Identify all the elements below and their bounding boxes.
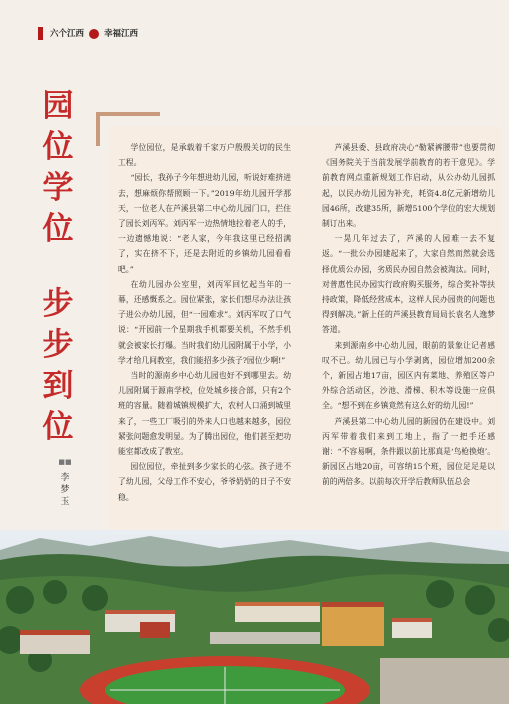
title-char: 步 xyxy=(42,327,74,363)
title-char: 位 xyxy=(42,409,74,445)
paragraph: 来到源南乡中心幼儿园，眼前的景象让记者感叹不已。幼儿园已与小学剥离，园位增加200余个，新园占地17亩，园区内有菜地、养殖区等户外综合活动区，沙池、滑梯、积木等设施一应俱全。“想不到在乡镇竟然有这么好的幼儿园!” xyxy=(322,340,495,411)
title-char: 步 xyxy=(42,286,74,322)
paragraph: 在幼儿园办公室里，刘丙军回忆起当年的一幕，还感慨系之。园位紧张，家长们想尽办法让孩子进公办幼儿园，但“一园难求”。刘丙军叹了口气说：“开园前一个星期我手机都要关机，不然手机就会被家长打爆。当时我们幼儿园附属于小学，小学才给几间教室，我们能招多少孩子?园位少啊!” xyxy=(118,279,291,365)
paragraph: 学位园位，是承载着千家万户殷殷关切的民生工程。 xyxy=(118,143,291,168)
header-right-text: 幸福江西 xyxy=(103,29,138,39)
article-panel xyxy=(110,126,502,568)
paragraph: 芦溪县委、县政府决心“勒紧裤腰带”也要贯彻《国务院关于当前发展学前教育的若干意见》。学前教育网点重新规划工作启动，从公办幼儿园抓起，以民办幼儿园为补充，耗资4.8亿元新增幼儿园46所，改建35所，新增5100个学位的宏大规划制订出来。 xyxy=(322,143,495,229)
section-header xyxy=(38,26,138,40)
photo-illustration xyxy=(0,530,509,704)
author-byline xyxy=(56,456,74,508)
title-char: 位 xyxy=(42,211,74,247)
author-tag: ■■ xyxy=(58,458,72,466)
paragraph: “园长，我孙子今年想进幼儿园，听说好难挤进去，想麻烦你帮照顾一下。”2019年幼儿园开学那天，一位老人在芦溪县第二中心幼儿园门口，拦住了园长刘丙军。刘丙军一边热情地拉着老人的手，一边遗憾地说：“老人家，今年我这里已经招满了，实在挤不下，还是去附近的乡镇幼儿园看看吧。” xyxy=(118,173,291,274)
title-char: 到 xyxy=(42,368,74,404)
title-char: 园 xyxy=(42,88,74,124)
decorative-corner xyxy=(96,112,100,146)
article-column-right xyxy=(322,140,495,490)
paragraph: 当时的源南乡中心幼儿园也好不到哪里去。幼儿园附属于源南学校，位处城乡接合部，只有2个班的容量。随着城镇规模扩大，农村人口涌到城里来了，一些工厂吸引的外来人口也越来越多，园位紧张问题愈发明显。为了腾出园位，他们甚至把功能室都改成了教室。 xyxy=(118,371,291,457)
header-left-text: 六个江西 xyxy=(50,29,85,39)
paragraph: 芦溪县第二中心幼儿园的新园仍在建设中。刘丙军带着我们来到工地上，指了一把手还感谢：“不容易啊，条件跟以前比那真是‘鸟枪换炮’。新园区占地20亩，可容纳15个班，园位足足是以前的两倍多。以前每次开学后教师队伍总会 xyxy=(322,416,495,487)
school-aerial-photo xyxy=(0,530,509,704)
header-red-bar xyxy=(38,27,43,40)
paragraph: 一晃几年过去了，芦溪的人园难一去不复返。“一批公办园建起来了，大家自然而然就会选择优质公办园，劣质民办园自然会被淘汰。同时，对普惠性民办园实行政府购买服务，综合奖补等扶持政策，降低经营成本，这样人民办园贵的问题也得到解决。”新上任的芦溪县教育局局长袁名人逸梦答道。 xyxy=(322,234,495,335)
title-char: 学 xyxy=(42,170,74,206)
header-dot-icon xyxy=(89,29,99,39)
article-column-left xyxy=(118,140,291,505)
article-title xyxy=(38,86,78,448)
decorative-corner xyxy=(96,112,160,116)
author-name: 李 梦 玉 xyxy=(60,473,70,507)
paragraph: 园位园位，牵扯到多少家长的心弦。孩子进不了幼儿园，父母工作不安心，爷爷奶奶的日子不安稳。 xyxy=(118,462,291,502)
title-char: 位 xyxy=(42,129,74,165)
